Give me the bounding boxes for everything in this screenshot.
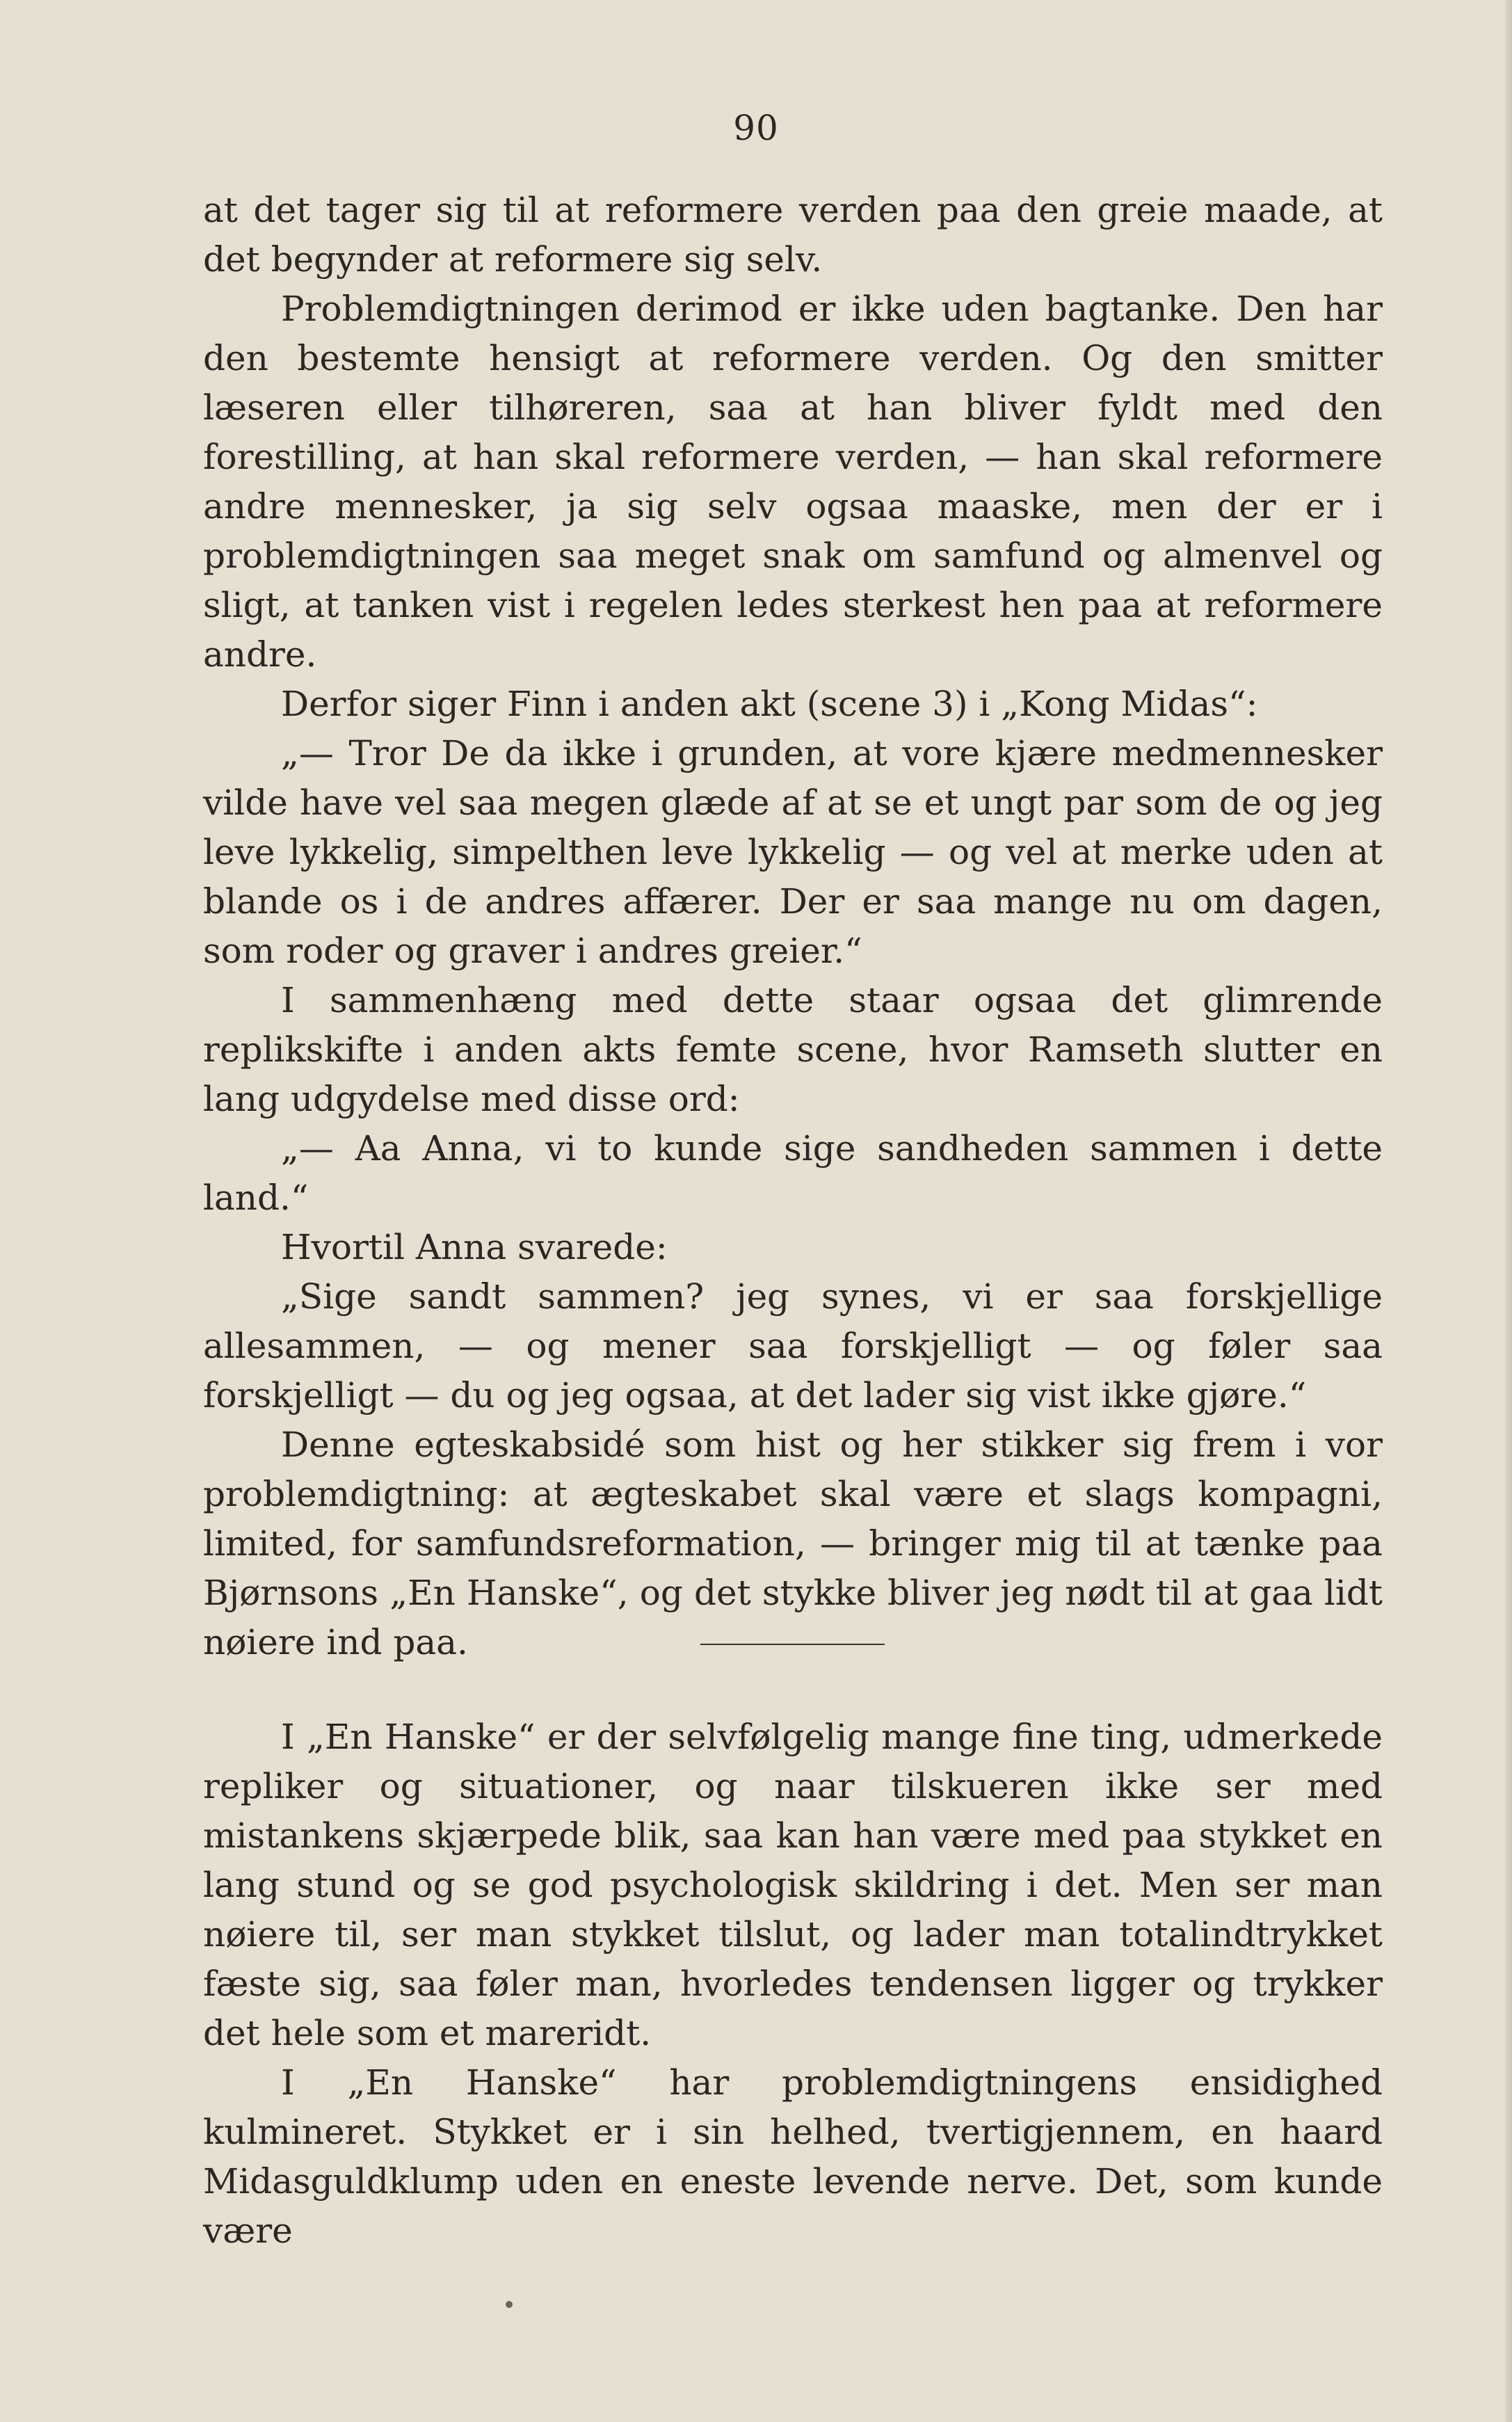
paragraph: Problemdigtningen derimod er ikke uden bagtanke. Den har den bestemte hensigt at reformere verden. Og den smitter læseren eller tilhøreren, saa at han bliver fyldt med den forestilling, at han skal reformere verden, — han skal reformere andre mennesker, ja sig selv ogsaa maaske, men der er i problemdigtningen saa meget snak om samfund og almenvel og sligt, at tanken vist i regelen ledes sterkest hen paa at reformere andre. [203, 289, 1383, 675]
section-1-text [203, 186, 1383, 1667]
paragraph: at det tager sig til at reformere verden paa den greie maade, at det begynder at reformere sig selv. [203, 190, 1383, 280]
quotation: „— Aa Anna, vi to kunde sige sandheden sammen i dette land.“ [203, 1128, 1383, 1218]
quotation: „Sige sandt sammen? jeg synes, vi er saa forskjellige allesammen, — og mener saa forskjelligt — og føler saa forskjelligt — du og jeg ogsaa, at det lader sig vist ikke gjøre.“ [203, 1276, 1383, 1415]
paragraph: Derfor siger Finn i anden akt (scene 3) i „Kong Midas“: [281, 684, 1258, 724]
page-number: 90 [733, 108, 779, 148]
paragraph: Denne egteskabsidé som hist og her stikker sig frem i vor problemdigtning: at ægteskabet skal være et slags kompagni, limited, for samfundsreformation, — bringer mig til at tænke paa Bjørnsons „En Hanske“, og det stykke bliver jeg nødt til at gaa lidt nøiere ind paa. [203, 1425, 1383, 1662]
ink-spot [506, 2301, 513, 2308]
section-2-text [203, 1713, 1383, 2256]
page-edge [1505, 0, 1512, 2422]
paragraph: I „En Hanske“ er der selvfølgelig mange fine ting, udmerkede repliker og situationer, og naar tilskueren ikke ser med mistankens skjærpede blik, saa kan han være med paa stykket en lang stund og se god psychologisk skildring i det. Men ser man nøiere til, ser man stykket tilslut, og lader man totalindtrykket fæste sig, saa føler man, hvorledes tendensen ligger og trykker det hele som et mareridt. [203, 1717, 1383, 2053]
paragraph: I „En Hanske“ har problemdigtningens ensidighed kulmineret. Stykket er i sin helhed, tvertigjennem, en haard Midasguldklump uden en eneste levende nerve. Det, som kunde være [203, 2062, 1383, 2251]
paragraph: I sammenhæng med dette staar ogsaa det glimrende replikskifte i anden akts femte scene, hvor Ramseth slutter en lang udgydelse med disse ord: [203, 980, 1383, 1119]
section-divider [700, 1644, 885, 1645]
paragraph: Hvortil Anna svarede: [281, 1227, 668, 1267]
quotation: „— Tror De da ikke i grunden, at vore kjære medmennesker vilde have vel saa megen glæde af at se et ungt par som de og jeg leve lykkelig, simpelthen leve lykkelig — og vel at merke uden at blande os i de andres affærer. Der er saa mange nu om dagen, som roder og graver i andres greier.“ [203, 733, 1383, 971]
